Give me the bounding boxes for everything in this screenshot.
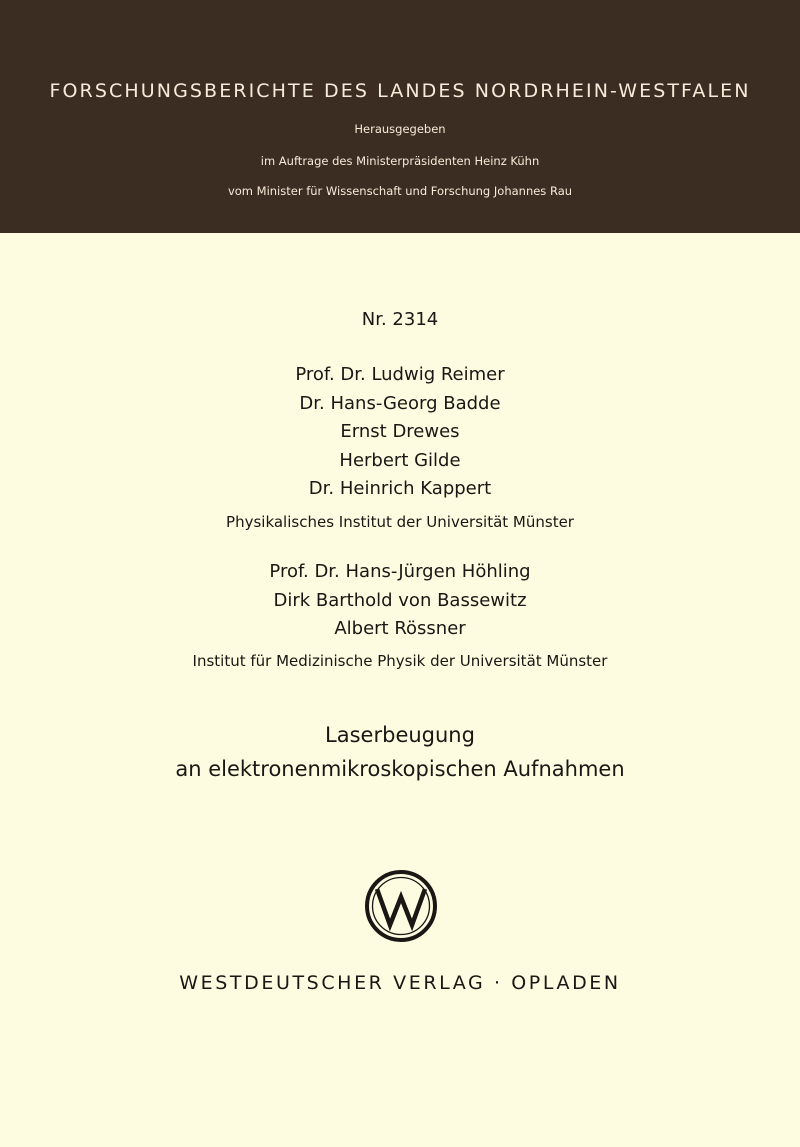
author-name: Ernst Drewes <box>340 421 460 442</box>
author-name: Prof. Dr. Ludwig Reimer <box>295 364 505 385</box>
editor-line-3: vom Minister für Wissenschaft und Forschung Johannes Rau <box>227 184 573 198</box>
book-title-line-1: Laserbeugung <box>325 723 475 747</box>
series-title: FORSCHUNGSBERICHTE DES LANDES NORDRHEIN-WESTFALEN <box>49 80 751 102</box>
editor-line-2: im Auftrage des Ministerpräsidenten Heinz Kühn <box>260 154 540 168</box>
author-name: Prof. Dr. Hans-Jürgen Höhling <box>269 561 531 582</box>
publisher-logo-icon <box>364 869 438 943</box>
author-name: Dr. Hans-Georg Badde <box>299 393 501 414</box>
author-name: Dr. Heinrich Kappert <box>308 478 492 499</box>
institute-physics: Physikalisches Institut der Universität Münster <box>226 513 574 531</box>
publisher-name: WESTDEUTSCHER VERLAG · OPLADEN <box>179 972 621 994</box>
series-header <box>0 0 800 233</box>
author-name: Herbert Gilde <box>339 450 461 471</box>
institute-medical-physics: Institut für Medizinische Physik der Universität Münster <box>192 652 608 670</box>
editor-line-1: Herausgegeben <box>354 122 446 136</box>
author-name: Dirk Barthold von Bassewitz <box>273 590 527 611</box>
book-title-line-2: an elektronenmikroskopischen Aufnahmen <box>175 757 625 781</box>
report-number: Nr. 2314 <box>361 309 439 330</box>
author-name: Albert Rössner <box>334 618 466 639</box>
